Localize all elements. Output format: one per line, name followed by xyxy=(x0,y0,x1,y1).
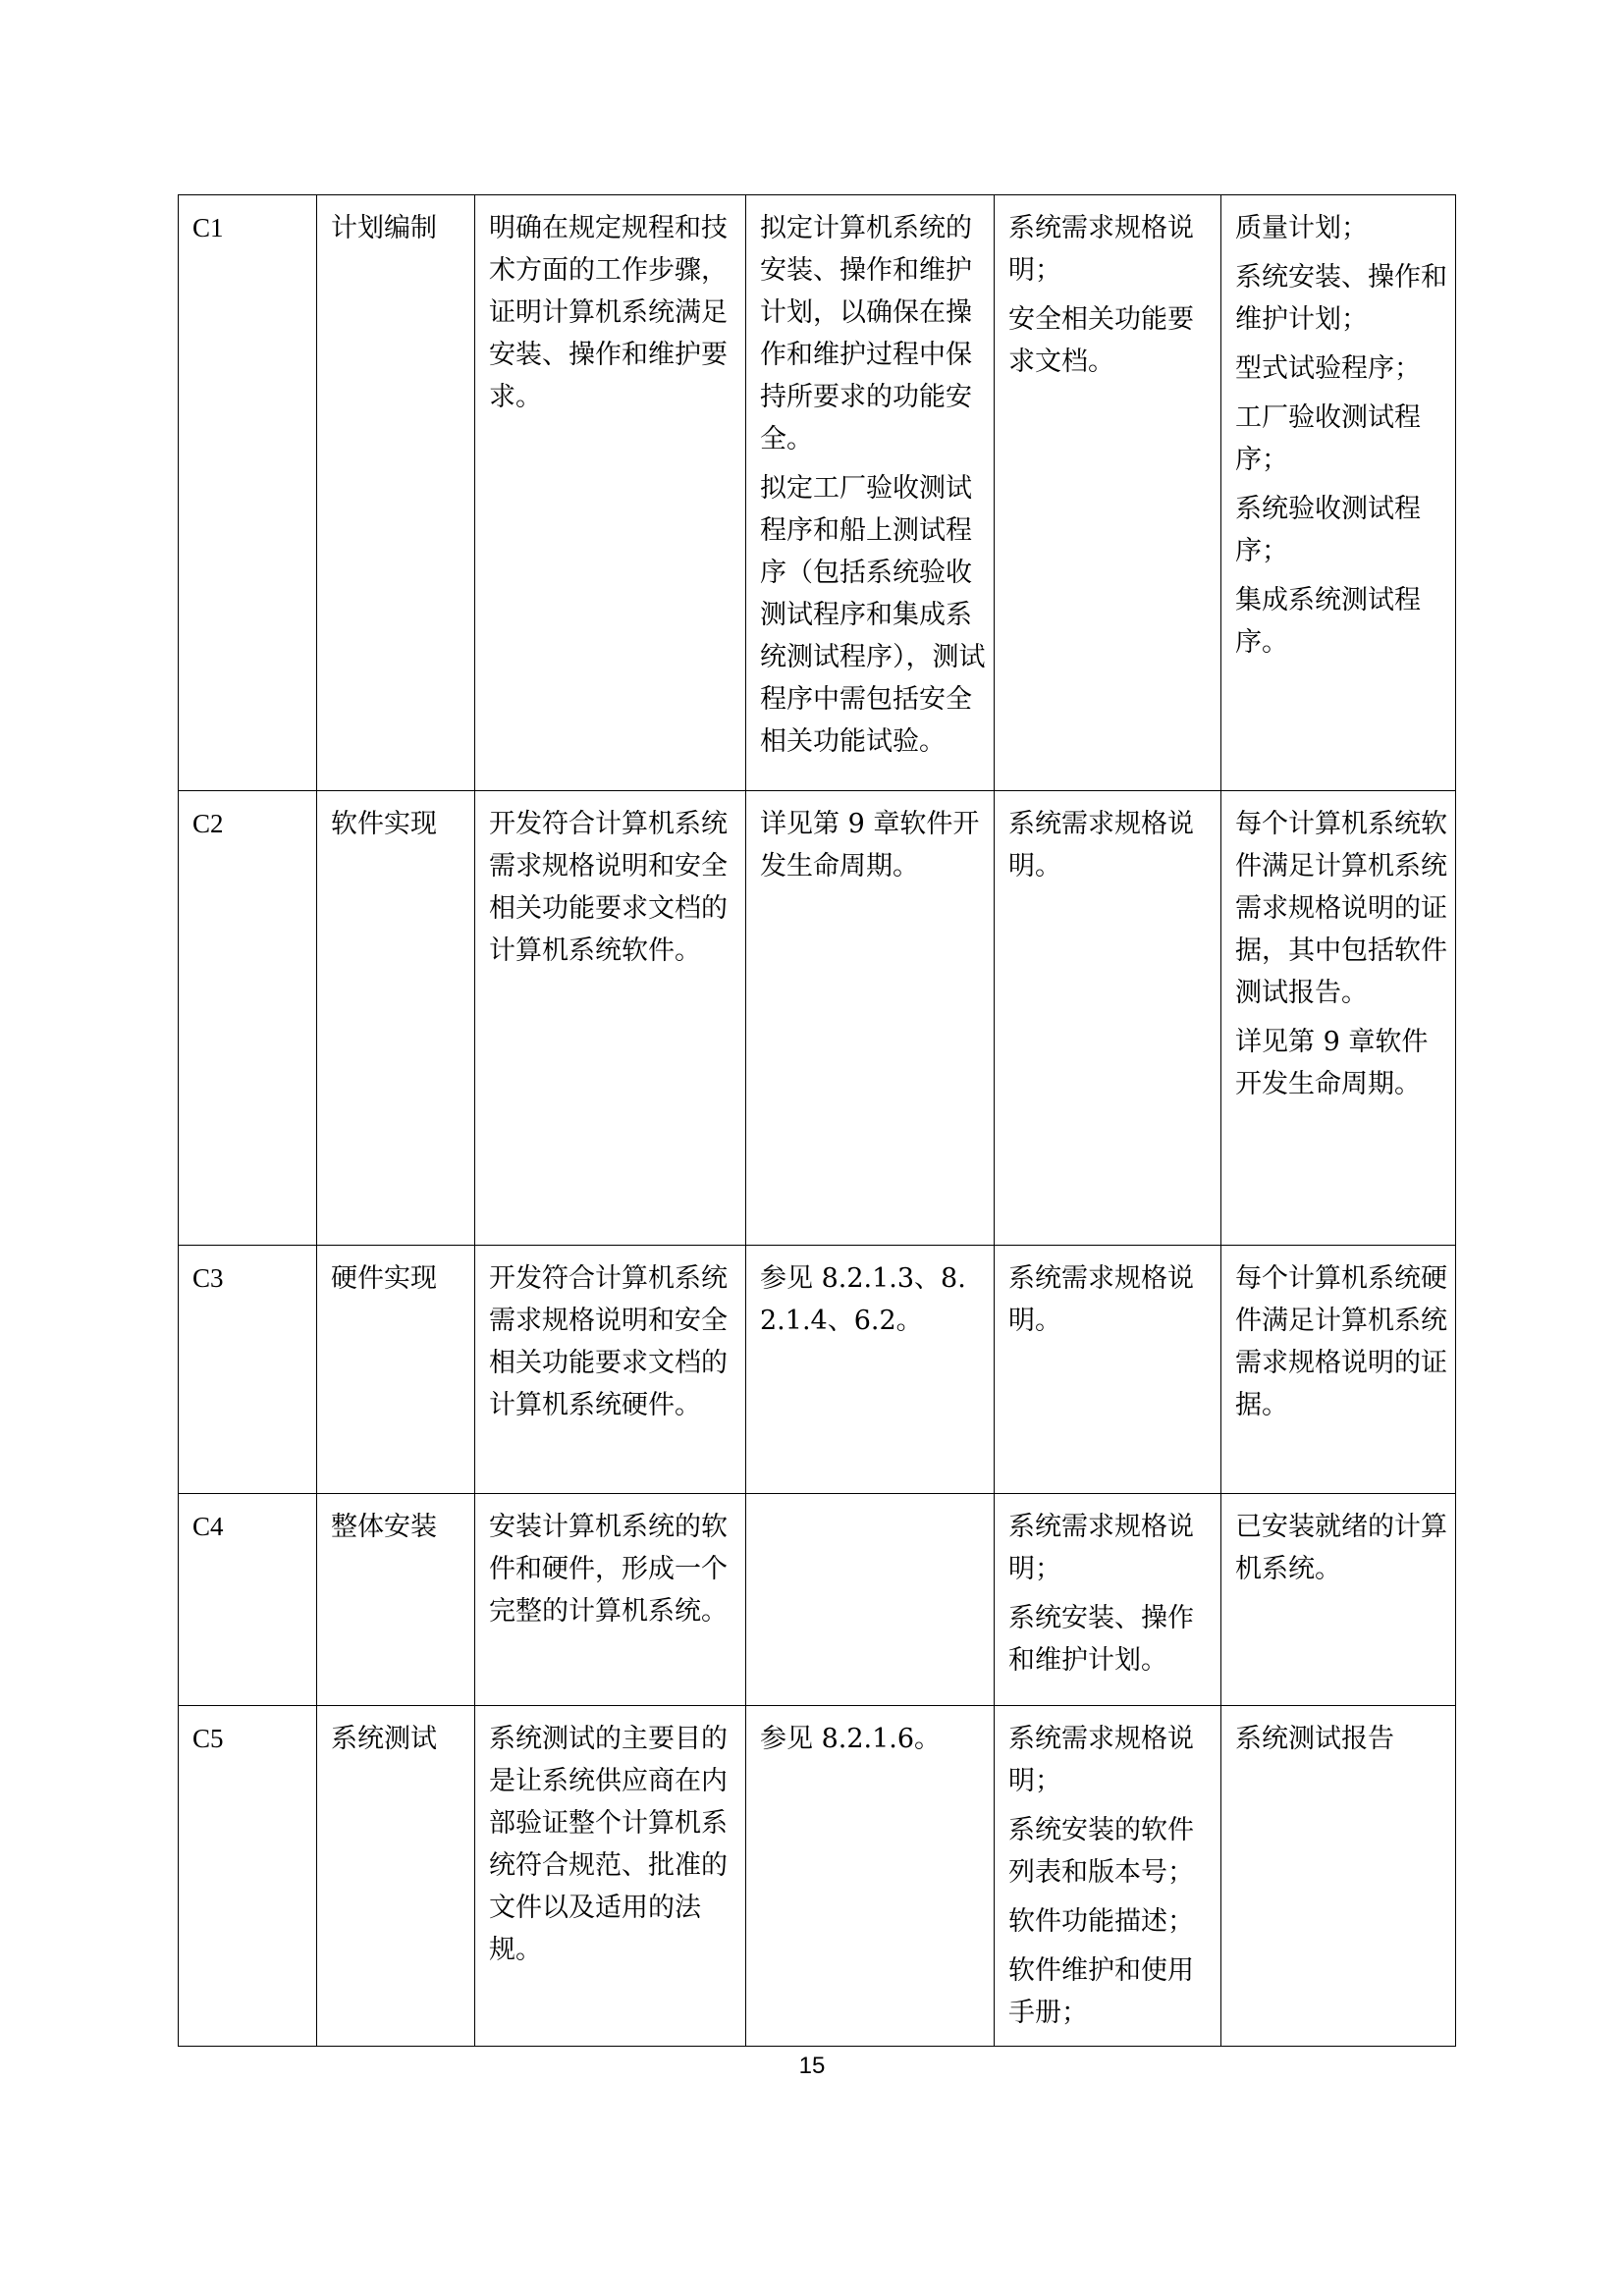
output-paragraph: 系统测试报告 xyxy=(1235,1724,1394,1754)
activity-paragraph: 详见第 9 章软件开发生命周期。 xyxy=(760,809,980,881)
page-number: 15 xyxy=(798,2053,826,2079)
activity-paragraph: 参见 8.2.1.3、8.2.1.4、6.2。 xyxy=(760,1263,966,1336)
activity-paragraph: 参见 8.2.1.6。 xyxy=(760,1724,942,1754)
row-activity xyxy=(746,791,995,1246)
row-output xyxy=(1221,1706,1456,2047)
row-goal xyxy=(475,1706,746,2047)
output-paragraph: 详见第 9 章软件开发生命周期。 xyxy=(1235,1027,1429,1099)
row-goal xyxy=(475,1494,746,1706)
goal-paragraph: 开发符合计算机系统需求规格说明和安全相关功能要求文档的计算机系统软件。 xyxy=(489,809,728,966)
output-paragraph: 型式试验程序； xyxy=(1235,353,1421,384)
row-phase: 硬件实现 xyxy=(317,1246,475,1494)
row-code: C1 xyxy=(179,195,317,791)
row-goal xyxy=(475,195,746,791)
row-input xyxy=(995,195,1221,791)
goal-paragraph: 开发符合计算机系统需求规格说明和安全相关功能要求文档的计算机系统硬件。 xyxy=(489,1263,728,1420)
row-activity xyxy=(746,1706,995,2047)
row-phase: 系统测试 xyxy=(317,1706,475,2047)
row-code: C5 xyxy=(179,1706,317,2047)
input-paragraph: 系统安装、操作和维护计划。 xyxy=(1008,1603,1194,1676)
row-output xyxy=(1221,1246,1456,1494)
row-goal xyxy=(475,1246,746,1494)
row-activity xyxy=(746,195,995,791)
row-code: C3 xyxy=(179,1246,317,1494)
row-output xyxy=(1221,791,1456,1246)
activity-paragraph: 拟定计算机系统的安装、操作和维护计划，以确保在操作和维护过程中保持所要求的功能安全。 xyxy=(760,213,972,454)
row-activity xyxy=(746,1494,995,1706)
row-output xyxy=(1221,1494,1456,1706)
input-paragraph: 系统安装的软件列表和版本号； xyxy=(1008,1815,1194,1888)
goal-paragraph: 系统测试的主要目的是让系统供应商在内部验证整个计算机系统符合规范、批准的文件以及适用的法规。 xyxy=(489,1724,728,1965)
output-paragraph: 集成系统测试程序。 xyxy=(1235,585,1421,658)
input-paragraph: 系统需求规格说明。 xyxy=(1008,809,1194,881)
goal-paragraph: 安装计算机系统的软件和硬件，形成一个完整的计算机系统。 xyxy=(489,1512,728,1627)
input-paragraph: 系统需求规格说明； xyxy=(1008,213,1194,286)
table-row xyxy=(179,1246,1456,1494)
row-code: C4 xyxy=(179,1494,317,1706)
input-paragraph: 系统需求规格说明。 xyxy=(1008,1263,1194,1336)
table-row xyxy=(179,791,1456,1246)
row-phase: 软件实现 xyxy=(317,791,475,1246)
output-paragraph: 质量计划； xyxy=(1235,213,1368,243)
table-body xyxy=(179,195,1456,2047)
output-paragraph: 系统验收测试程序； xyxy=(1235,494,1421,566)
output-paragraph: 系统安装、操作和维护计划； xyxy=(1235,262,1447,335)
row-activity xyxy=(746,1246,995,1494)
row-goal xyxy=(475,791,746,1246)
goal-paragraph: 明确在规定规程和技术方面的工作步骤，证明计算机系统满足安装、操作和维护要求。 xyxy=(489,213,728,412)
output-paragraph: 每个计算机系统硬件满足计算机系统需求规格说明的证据。 xyxy=(1235,1263,1447,1420)
output-paragraph: 工厂验收测试程序； xyxy=(1235,402,1421,475)
row-input xyxy=(995,1246,1221,1494)
lifecycle-table xyxy=(178,194,1456,2047)
row-input xyxy=(995,791,1221,1246)
row-output xyxy=(1221,195,1456,791)
row-phase: 整体安装 xyxy=(317,1494,475,1706)
activity-paragraph: 拟定工厂验收测试程序和船上测试程序（包括系统验收测试程序和集成系统测试程序），测试程序中需包括安全相关功能试验。 xyxy=(760,473,986,757)
row-code: C2 xyxy=(179,791,317,1246)
table-row xyxy=(179,1706,1456,2047)
input-paragraph: 软件功能描述； xyxy=(1008,1906,1194,1937)
input-paragraph: 系统需求规格说明； xyxy=(1008,1512,1194,1584)
input-paragraph: 安全相关功能要求文档。 xyxy=(1008,304,1194,377)
input-paragraph: 软件维护和使用手册； xyxy=(1008,1955,1194,2028)
output-paragraph: 每个计算机系统软件满足计算机系统需求规格说明的证据，其中包括软件测试报告。 xyxy=(1235,809,1447,1008)
row-input xyxy=(995,1494,1221,1706)
input-paragraph: 系统需求规格说明； xyxy=(1008,1724,1194,1796)
output-paragraph: 已安装就绪的计算机系统。 xyxy=(1235,1512,1447,1584)
row-phase: 计划编制 xyxy=(317,195,475,791)
table-row xyxy=(179,195,1456,791)
row-input xyxy=(995,1706,1221,2047)
table-row xyxy=(179,1494,1456,1706)
